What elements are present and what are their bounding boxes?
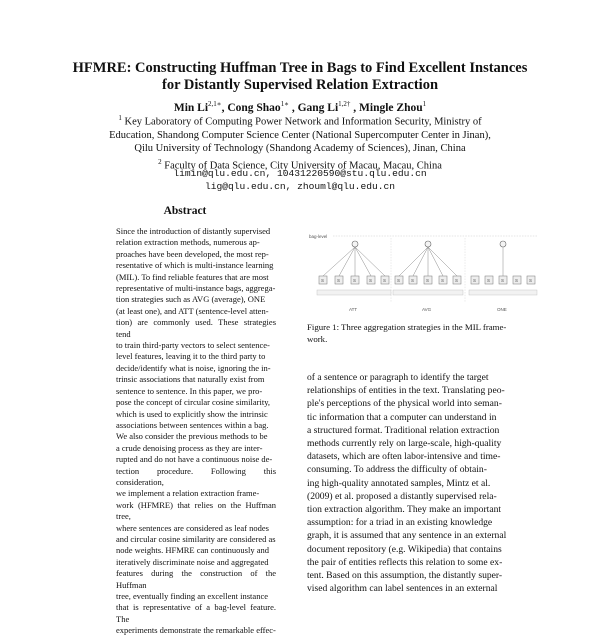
intro-text: of a sentence or paragraph to identify the target relationships of entities in the text. Translating peo- ple's perceptions of the physical world into seman- tic information that a computer can understand in a structured format. Traditional relation extraction methods currently rely on large-scale, high-quality datasets, which are often labor-intensive and time- consuming. To address the difficulty of obtain- ing high-quality annotated samples, Mintz et al. (2009) et al. proposed a distantly supervised rela- tion extraction algorithm. They make an important assumption: for a triad in an existing knowledge graph, it is assumed that any sentence in an external document repository (e.g. Wikipedia) that contains the pair of entities reflects this relation to some ex- tent. Based on this assumption, the distantly super- vised algorithm can label sentences in an external [307,372,507,595]
panel-label-avg: AVG [422,307,432,312]
edge [413,247,428,276]
leaf-label: S [411,278,415,283]
leaf-label: S [353,278,357,283]
email-block [40,167,560,194]
author-sup: 1 [422,100,427,108]
edge [339,247,355,276]
panel-label-att: ATT [349,307,358,312]
author-name: Min Li [173,101,209,114]
email-line-1: limin@qlu.edu.cn, 10431220590@stu.qlu.edu.cn [173,168,427,179]
aggregate-node-icon [425,241,431,247]
input-strip [317,290,391,295]
edge [355,247,385,276]
aggregate-node-icon [352,241,358,247]
figure-top-label: bag-level [309,234,328,239]
edge [323,247,355,276]
leaf-label: S [473,278,477,283]
paper-title [40,60,560,94]
leaf-label: S [321,278,325,283]
author-sup: 1,2† [338,100,351,108]
figure-caption: Figure 1: Three aggregation strategies in the MIL frame- work. [307,322,507,344]
author-name: Mingle Zhou [359,101,423,114]
affiliation-line: Education, Shandong Computer Science Center (National Supercomputer Center in Jinan), [109,129,491,141]
edge [355,247,371,276]
leaf-label: S [487,278,491,283]
panel-one [471,241,535,312]
leaf-label: S [515,278,519,283]
affiliation-line: $^1$ Key Laboratory of Computing Power Network and Information Security, Ministry of [118,114,482,128]
email-line-2: lig@qlu.edu.cn, zhouml@qlu.edu.cn [205,181,395,193]
figure-1 [307,232,539,316]
leaf-label: S [426,278,430,283]
leaf-label: S [455,278,459,283]
panel-att [319,241,389,312]
abstract-heading: Abstract [163,205,207,217]
leaf-label: S [337,278,341,283]
author-sup: 1∗ [280,100,289,108]
leaf-label: S [529,278,533,283]
edge [428,247,457,276]
panel-avg [395,241,461,312]
affiliation-line: $^2$ Faculty of Data Science, City University of Macau, Macau, China [158,157,442,172]
leaf-label: S [383,278,387,283]
leaf-label: S [369,278,373,283]
title-line-2: for Distantly Supervised Relation Extraction [161,77,439,93]
abstract-text: Since the introduction of distantly supervised relation extraction methods, numerous ap- proaches have been developed, the most rep- resentative of which is multi-instance learning (MIL). To find reliable features that are most representative of multi-instance bags, aggrega- tion strategies such as AVG (average), ONE (at least one), and ATT (sentence-level atten- tion) are commonly used. These strategies tend to train third-party vectors to select sentence- level features, leaving it to the third party to decide/identify what is noise, ignoring the in- trinsic associations that naturally exist from sentence to sentence. In this paper, we pro- pose the concept of circular cosine similarity, which is used to explicitly show the intrinsic associations between sentences within a bag. We also consider the previous methods to be a crude denoising process as they are inter- rupted and do not have a continuous noise de- tection procedure. Following this consideration, we implement a relation extraction frame- work (HFMRE) that relies on the Huffman tree, where sentences are considered as leaf nodes and circular cosine similarity are considered as node weights. HFMRE can continuously and iteratively discriminate noise and aggregated features during the construction of the Huffman tree, eventually finding an excellent instance that is representative of a bag-level feature. The experiments demonstrate the remarkable effec- [116,226,276,636]
author-name: Cong Shao [227,101,281,114]
leaf-label: S [501,278,505,283]
author-name: Gang Li [297,101,339,114]
affiliations [40,112,560,173]
affiliation-line: Qilu University of Technology (Shandong Academy of Sciences), Jinan, China [134,143,466,155]
input-strip [393,290,463,295]
edge [399,247,428,276]
edge [428,247,443,276]
author-sup: 2,1∗ [208,100,222,108]
leaf-label: S [441,278,445,283]
author-list: Min $Li^{2,1∗}$, Cong Shao$^{1∗}$ , Gang $Li^{1,2\dagger}$ , Mingle Zhou$^1$ [173,100,427,114]
leaf-label: S [397,278,401,283]
panel-label-one: ONE [497,307,507,312]
input-strip [469,290,537,295]
title-line-1: HFMRE: Constructing Huffman Tree in Bags to Find Excellent Instances [72,60,528,76]
aggregate-node-icon [500,241,506,247]
